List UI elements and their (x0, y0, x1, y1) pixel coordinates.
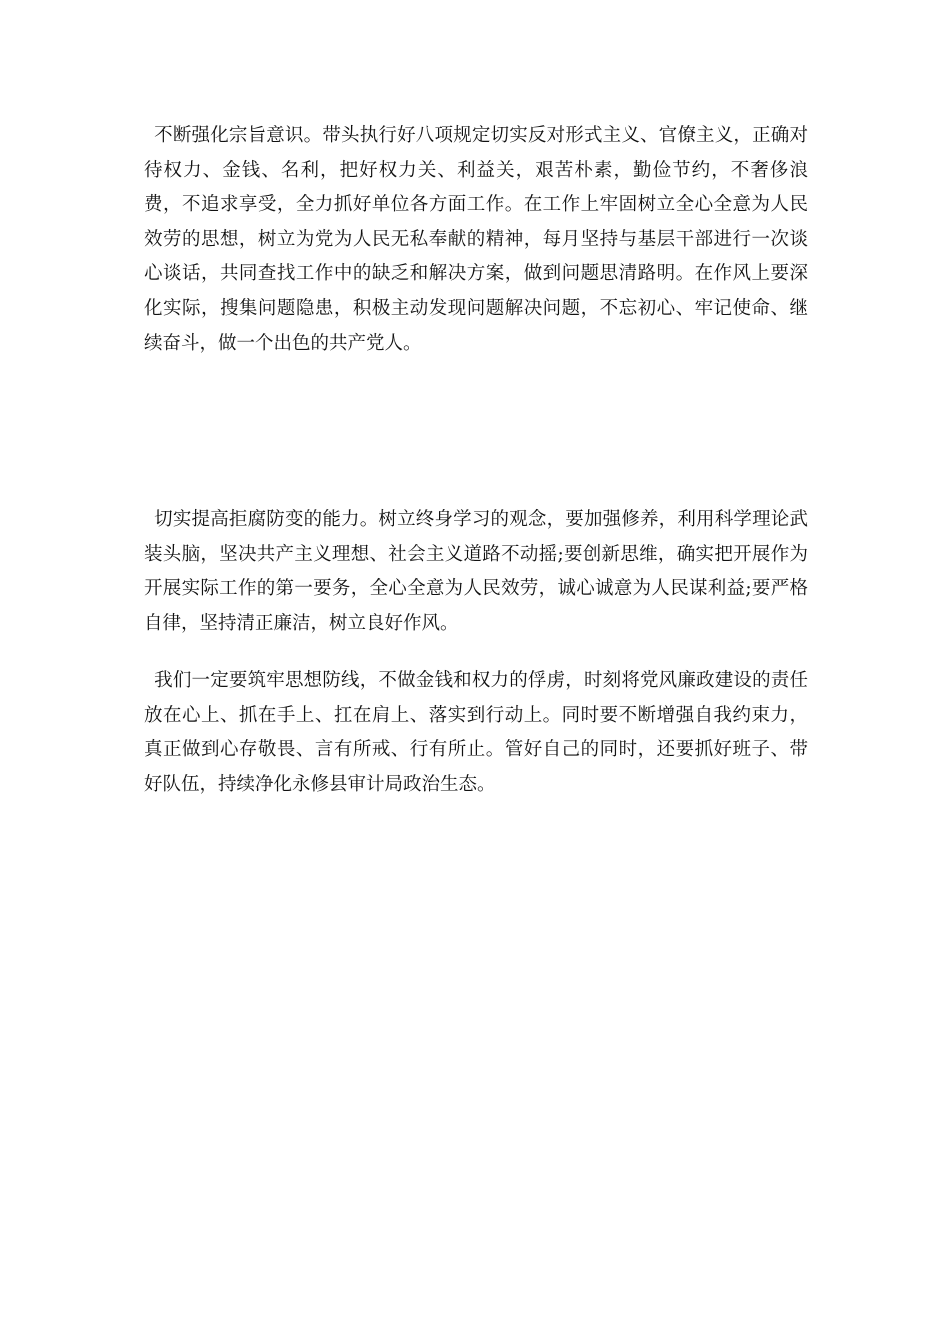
paragraph-anti-corruption-ability: 切实提高拒腐防变的能力。树立终身学习的观念，要加强修养，利用科学理论武装头脑，坚决共产主义理想、社会主义道路不动摇;要创新思维，确实把开展作为开展实际工作的第一要务，全心全意为人民效劳，诚心诚意为人民谋利益;要严格自律，坚持清正廉洁，树立良好作风。 (144, 509, 808, 634)
paragraph-purpose-awareness: 不断强化宗旨意识。带头执行好八项规定切实反对形式主义、官僚主义，正确对待权力、金钱、名利，把好权力关、利益关，艰苦朴素，勤俭节约，不奢侈浪费，不追求享受，全力抓好单位各方面工作。在工作上牢固树立全心全意为人民效劳的思想，树立为党为人民无私奉献的精神，每月坚持与基层干部进行一次谈心谈话，共同查找工作中的缺乏和解决方案，做到问题思清路明。在作风上要深化实际，搜集问题隐患，积极主动发现问题解决问题，不忘初心、牢记使命、继续奋斗，做一个出色的共产党人。 (144, 125, 808, 354)
paragraph-ideological-defense: 我们一定要筑牢思想防线，不做金钱和权力的俘虏，时刻将党风廉政建设的责任放在心上、抓在手上、扛在肩上、落实到行动上。同时要不断增强自我约束力，真正做到心存敬畏、言有所戒、行有所止。管好自己的同时，还要抓好班子、带好队伍，持续净化永修县审计局政治生态。 (144, 670, 808, 795)
